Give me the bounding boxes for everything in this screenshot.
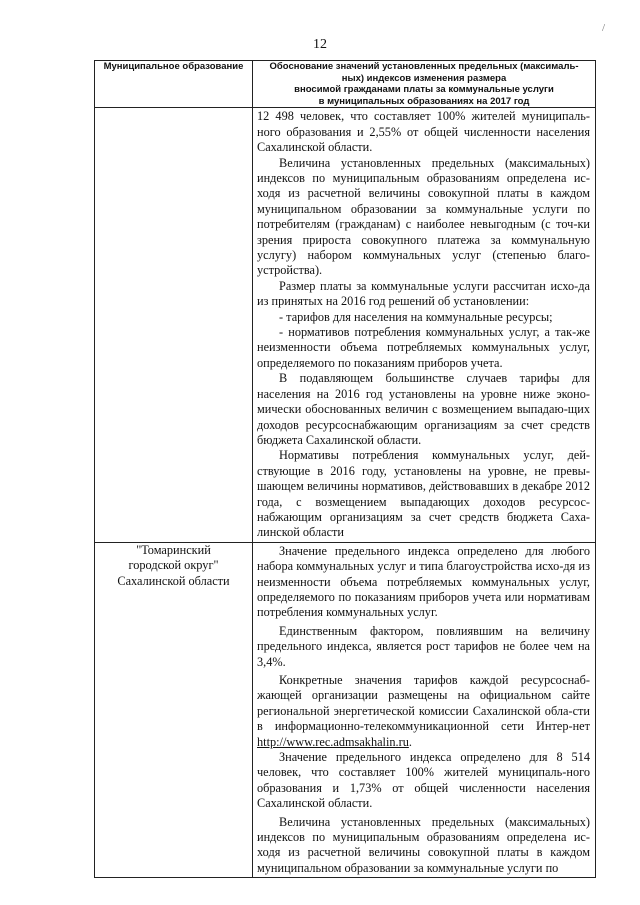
justification-cell [253,542,596,878]
page-number: 12 [313,37,327,52]
paragraph: Размер платы за коммунальные услуги рассчитан исхо-да из принятых на 2016 год решений об установлении: [257,278,590,309]
paragraph: Значение предельного индекса определено для любого набора коммунальных услуг и типа благоустройства исхо-дя из неизменности объема потребляемых коммунальных услуг, определяемого по показаниям приборов учета или нормативам потребления коммунальных услуг. [257,543,590,620]
paragraph: Единственным фактором, повлиявшим на величину предельного индекса, является рост тарифов не более чем на 3,4%. [257,623,590,669]
municipality-name-line: Сахалинской области [117,573,230,588]
header-municipality: Муниципальное образование [95,61,253,108]
paragraph: Значение предельного индекса определено для 8 514 человек, что составляет 100% жителей муниципаль-ного образования и 1,73% от общей численности населения Сахалинской области. [257,750,590,811]
header-line: Обоснование значений установленных предельных (максималь- [269,61,579,72]
table-row [95,108,596,542]
rec-website-link[interactable]: http://www.rec.admsakhalin.ru [257,734,409,749]
municipality-name-line: городской округ" [128,558,219,573]
paragraph-text: Конкретные значения тарифов каждой ресурсоснаб-жающей организации размещены на официальном сайте региональной энергетической комиссии Сахалинской обла-сти в информационно-телекоммуникационной сети Интер-нет [257,673,590,734]
header-justification [253,61,596,108]
paragraph [257,673,590,750]
paragraph: Величина установленных предельных (максимальных) индексов по муниципальным образованиям определена ис-ходя из расчетной величины совокупной платы в каждом муниципальном образовании за коммунальные услуги по [257,814,590,875]
paragraph: - нормативов потребления коммунальных услуг, а так-же неизменности объема потребляемых коммунальных услуг, определяемого по показаниям приборов учета. [257,325,590,370]
paragraph: Нормативы потребления коммунальных услуг, дей-ствующие в 2016 году, установлены на уровне, не превы-шающем величины нормативов, действовавших в декабре 2012 года, с возмещением выпадающих доходов ресурсос-набжающим организациям за счет средств бюджета Саха-линской области [257,448,590,540]
municipality-cell [95,542,253,878]
paragraph: В подавляющем большинстве случаев тарифы для населения на 2016 год установлены на уровне ниже эконо-мически обоснованных величин с возмещением выпадаю-щих доходов ресурсоснабжающим организациям за счет средств бюджета Сахалинской области. [257,371,590,447]
paragraph: 12 498 человек, что составляет 100% жителей муниципаль-ного образования и 2,55% от общей численности населения Сахалинской области. [257,109,590,155]
header-line: ных) индексов изменения размера [341,72,507,84]
header-line: в муниципальных образованиях на 2017 год [318,95,530,107]
table-row [95,542,596,878]
municipality-name-line: "Томаринский [136,542,211,557]
table-header-row [95,61,596,108]
link-suffix: . [408,734,412,749]
paragraph: - тарифов для населения на коммунальные ресурсы; [279,309,553,324]
header-line: вносимой гражданами платы за коммунальные услуги [294,84,554,96]
municipality-cell-empty [95,108,253,542]
justification-table [94,60,596,878]
justification-cell [253,108,596,542]
corner-mark: / [602,22,606,34]
paragraph: Величина установленных предельных (максимальных) индексов по муниципальным образованиям определена ис-ходя из расчетной величины совокупной платы в каждом муниципальном образовании за коммунальные услуги по потребителям (гражданам) с наиболее невыгодным (с точ-ки зрения прироста совокупного платежа за коммунальную услугу) набором коммунальных услуг (степенью благо-устройства). [257,155,590,278]
